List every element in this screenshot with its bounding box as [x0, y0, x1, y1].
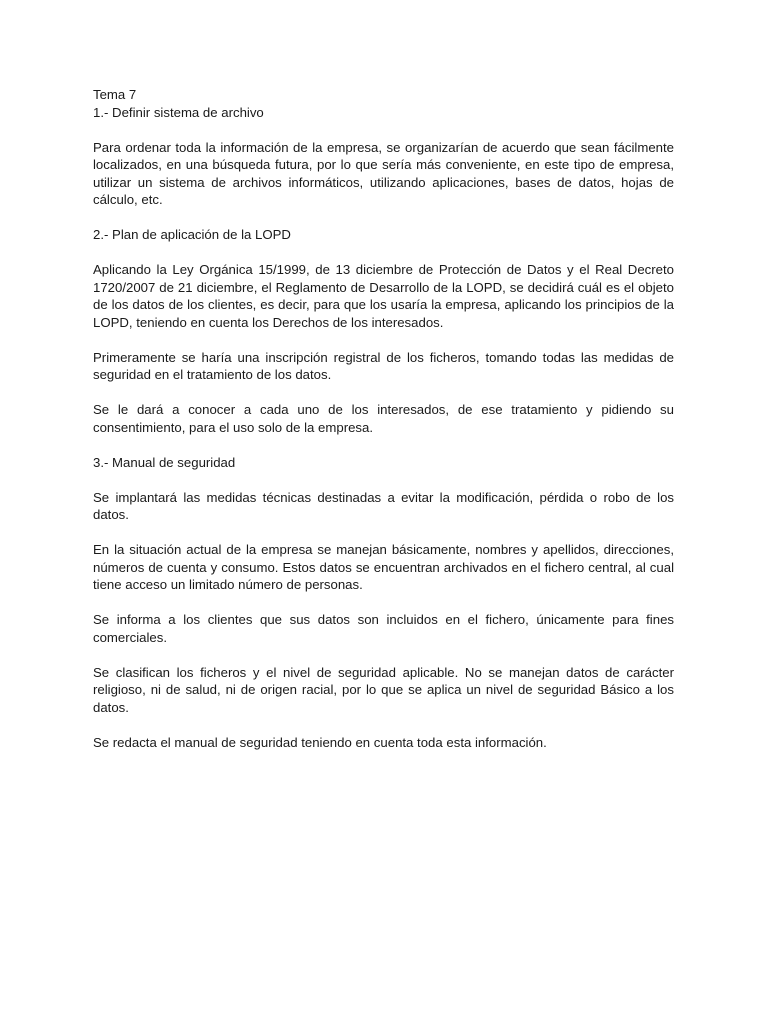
section-3-paragraph-5: Se redacta el manual de seguridad teniendo en cuenta toda esta información. [93, 734, 547, 750]
document-body [93, 86, 674, 751]
section-2-paragraph-2: Primeramente se haría una inscripción registral de los ficheros, tomando todas las medidas de seguridad en el tratamiento de los datos. [93, 349, 674, 382]
section-heading-2: 2.- Plan de aplicación de la LOPD [93, 227, 291, 242]
section-heading-3: 3.- Manual de seguridad [93, 454, 236, 470]
section-3-paragraph-4: Se clasifican los ficheros y el nivel de seguridad aplicable. No se manejan datos de carácter religioso, ni de salud, ni de origen racial, por lo que se aplica un nivel de seguridad Básico a los datos. [93, 664, 674, 715]
section-2-paragraph-3: Se le dará a conocer a cada uno de los interesados, de ese tratamiento y pidiendo su consentimiento, para el uso solo de la empresa. [93, 402, 674, 435]
topic-title: Tema 7 [93, 87, 137, 102]
section-3-paragraph-3: Se informa a los clientes que sus datos son incluidos en el fichero, únicamente para fines comerciales. [93, 612, 674, 645]
section-3-paragraph-2: En la situación actual de la empresa se manejan básicamente, nombres y apellidos, direcciones, números de cuenta y consumo. Estos datos se encuentran archivados en el fichero central, al cual tiene acceso un limitado número de personas. [93, 542, 674, 592]
section-1-paragraph-1: Para ordenar toda la información de la empresa, se organizarían de acuerdo que sean fácilmente localizados, en una búsqueda futura, por lo que sería más conveniente, en este tipo de empresa, utilizar un sistema de archivos informáticos, utilizando aplicaciones, bases de datos, hojas de cálculo, etc. [93, 139, 674, 207]
section-2-paragraph-1: Aplicando la Ley Orgánica 15/1999, de 13 diciembre de Protección de Datos y el Real Decreto 1720/2007 de 21 diciembre, el Reglamento de Desarrollo de la LOPD, se decidirá cuál es el objeto de los datos de los clientes, es decir, para que los usaría la empresa, aplicando los principios de la LOPD, teniendo en cuenta los Derechos de los interesados. [93, 262, 674, 330]
section-heading-1: 1.- Definir sistema de archivo [93, 104, 264, 120]
section-3-paragraph-1: Se implantará las medidas técnicas destinadas a evitar la modificación, pérdida o robo de los datos. [93, 489, 674, 522]
